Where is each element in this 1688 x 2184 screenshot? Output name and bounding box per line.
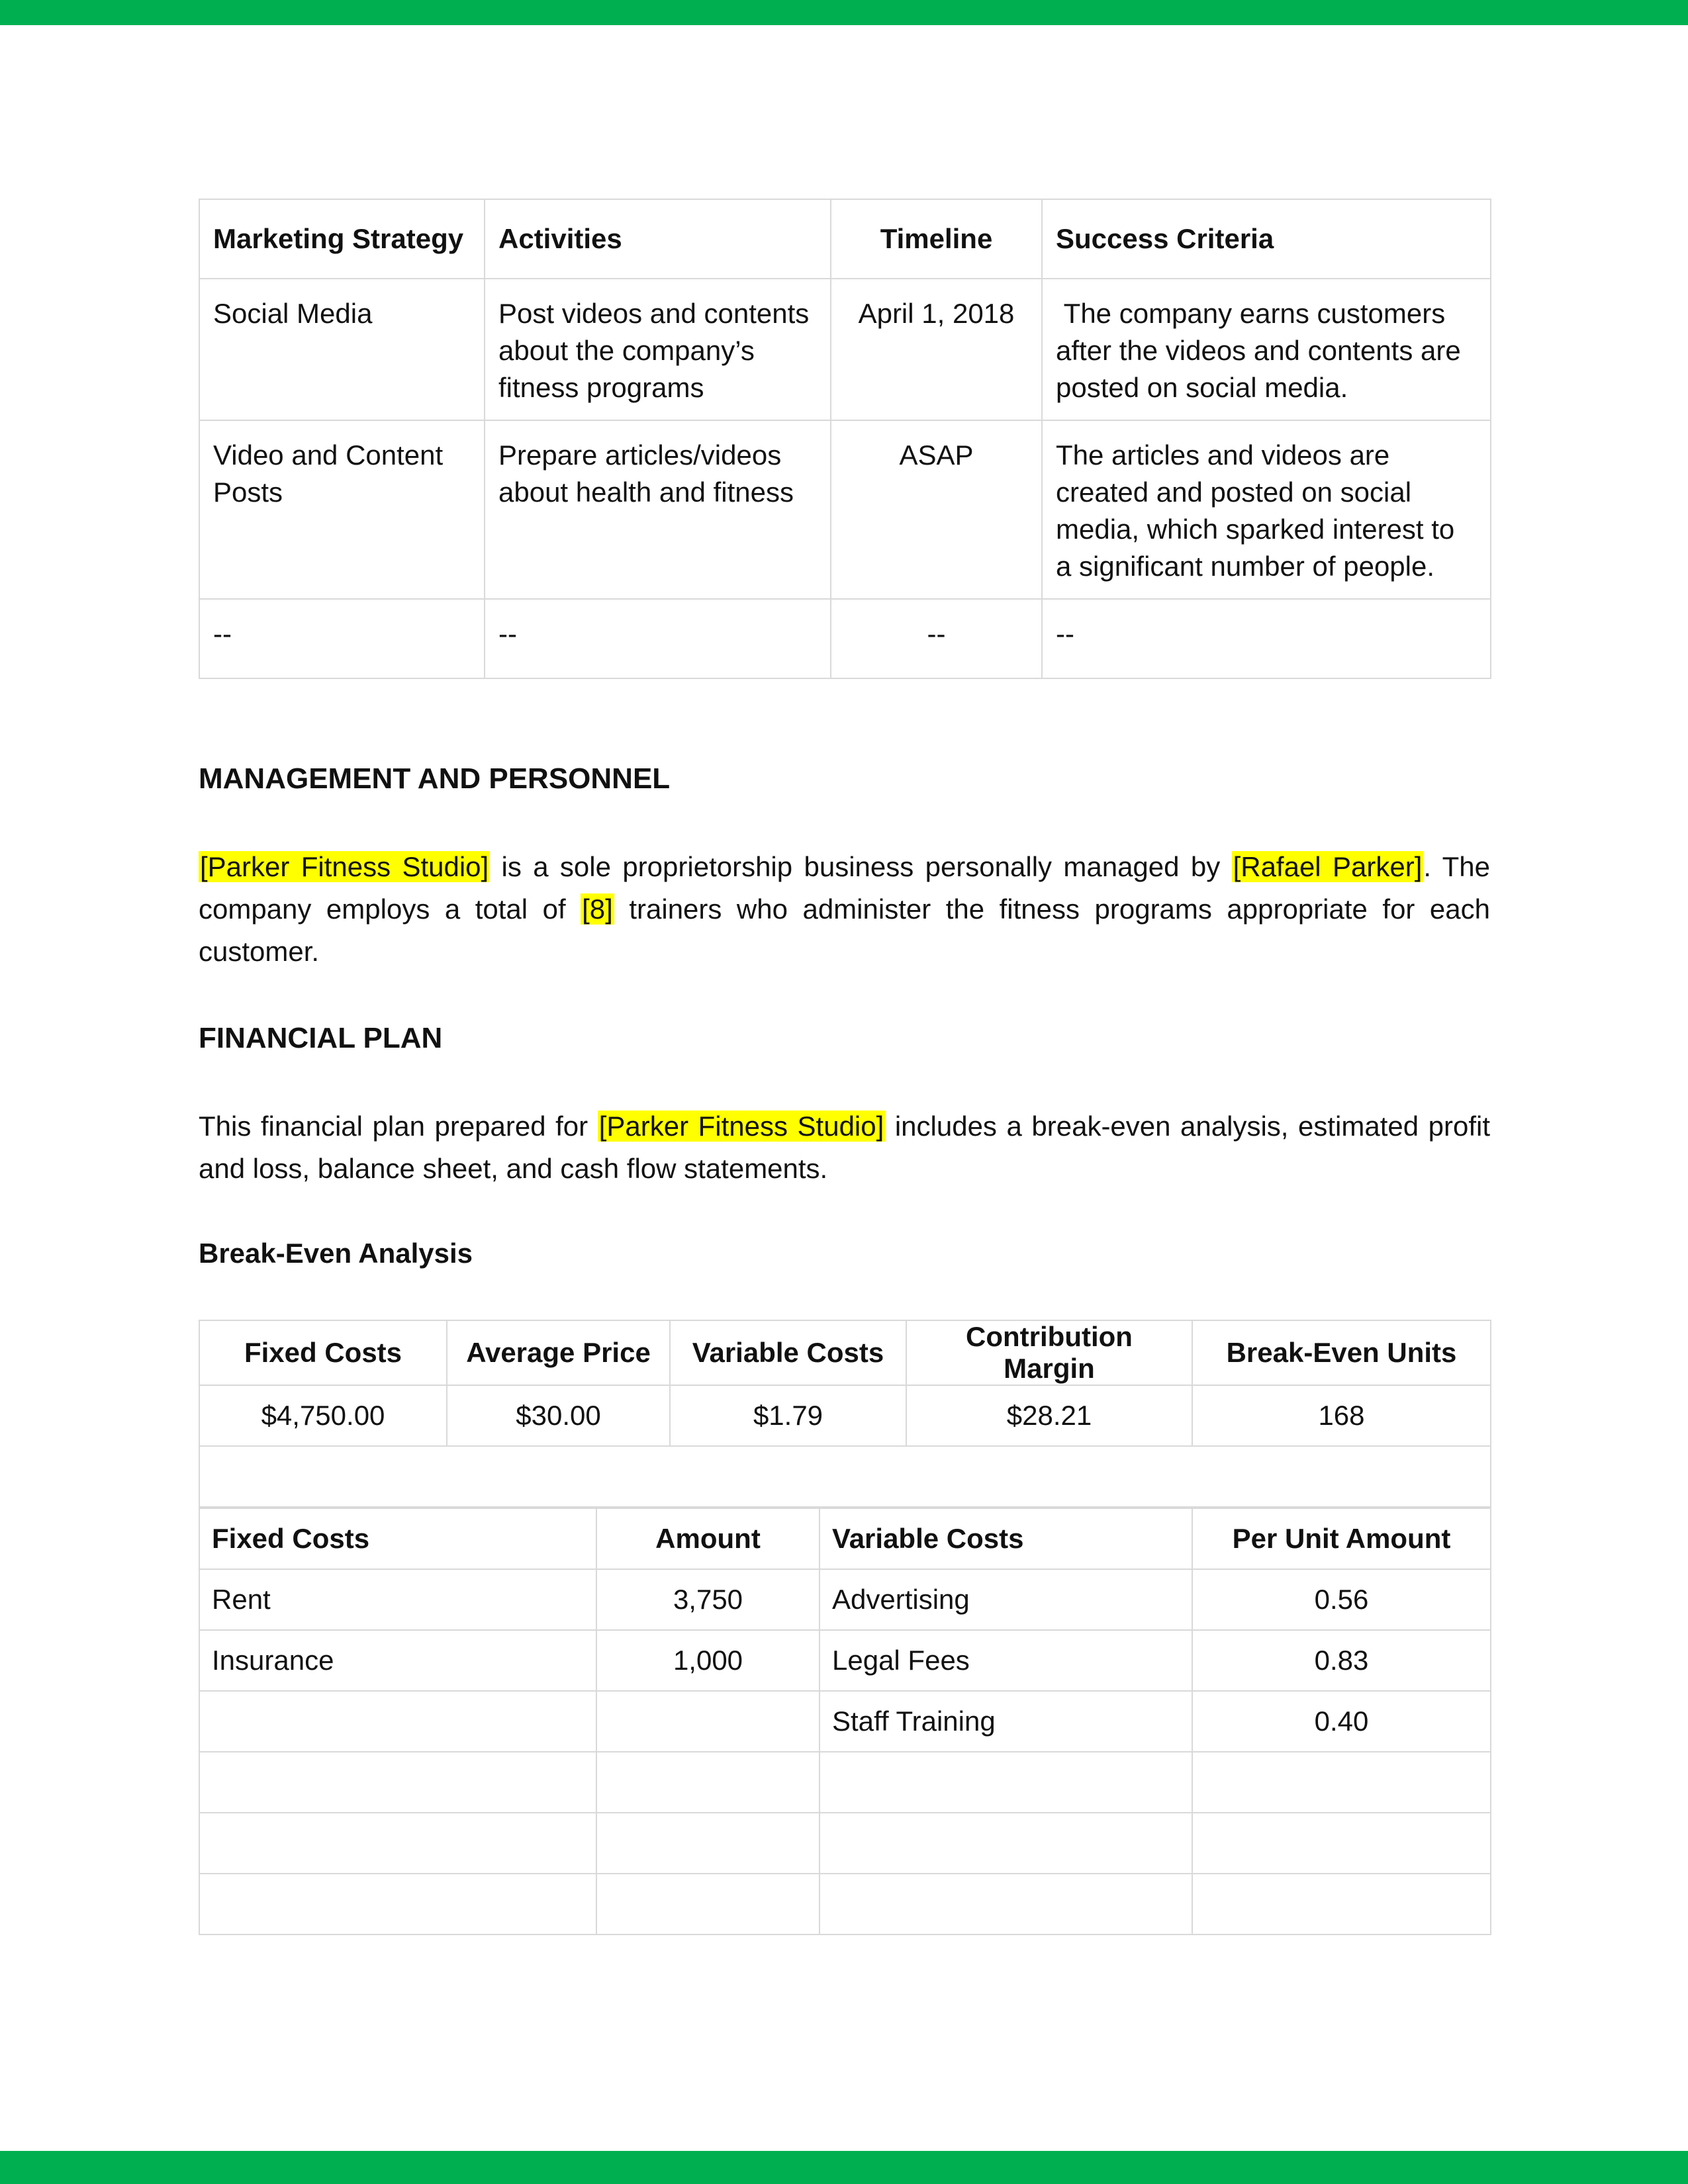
table-row — [199, 1446, 1491, 1507]
table-cell: Advertising — [820, 1569, 1192, 1630]
header-fixed-costs: Fixed Costs — [199, 1508, 596, 1569]
table-cell — [199, 1874, 596, 1934]
table-cell — [596, 1752, 820, 1813]
table-cell: -- — [831, 599, 1042, 678]
header-marketing-strategy: Marketing Strategy — [199, 199, 485, 279]
value-fixed-costs: $4,750.00 — [199, 1385, 447, 1446]
table-cell: Legal Fees — [820, 1630, 1192, 1691]
header-timeline: Timeline — [831, 199, 1042, 279]
table-row — [199, 279, 1491, 420]
table-cell — [596, 1874, 820, 1934]
paragraph-text: . The company employs a total of — [199, 851, 1490, 925]
header-average-price: Average Price — [447, 1320, 670, 1385]
table-row — [199, 1630, 1491, 1691]
header-amount: Amount — [596, 1508, 820, 1569]
header-fixed-costs: Fixed Costs — [199, 1320, 447, 1385]
table-cell: -- — [485, 599, 831, 678]
break-even-table — [199, 1320, 1491, 1508]
value-variable-costs: $1.79 — [670, 1385, 906, 1446]
table-row — [199, 1813, 1491, 1874]
table-cell — [199, 1752, 596, 1813]
table-cell: The articles and videos are created and posted on social media, which sparked interest to a significant number of people. — [1042, 420, 1491, 599]
table-cell — [820, 1752, 1192, 1813]
paragraph-text: is a sole proprietorship business personally managed by — [490, 851, 1232, 882]
table-row — [199, 1691, 1491, 1752]
table-cell: The company earns customers after the videos and contents are posted on social media. — [1042, 279, 1491, 420]
table-cell — [1192, 1874, 1491, 1934]
table-row — [199, 1569, 1491, 1630]
table-header-row — [199, 199, 1491, 279]
break-even-heading: Break-Even Analysis — [199, 1238, 473, 1269]
header-contribution-margin: Contribution Margin — [906, 1320, 1192, 1385]
table-cell — [820, 1874, 1192, 1934]
table-cell: Video and Content Posts — [199, 420, 485, 599]
table-cell: Rent — [199, 1569, 596, 1630]
paragraph-text: includes a break-even analysis, estimated profit and loss, balance sheet, and cash flow statements. — [199, 1111, 1490, 1184]
table-cell — [199, 1691, 596, 1752]
table-row — [199, 1874, 1491, 1934]
financial-paragraph — [199, 1105, 1490, 1190]
table-cell: 3,750 — [596, 1569, 820, 1630]
header-activities: Activities — [485, 199, 831, 279]
table-cell — [596, 1813, 820, 1874]
table-cell: Prepare articles/videos about health and fitness — [485, 420, 831, 599]
table-cell: Social Media — [199, 279, 485, 420]
top-accent-band — [0, 0, 1688, 25]
table-cell: -- — [1042, 599, 1491, 678]
bottom-accent-band — [0, 2151, 1688, 2184]
table-cell: Staff Training — [820, 1691, 1192, 1752]
header-break-even-units: Break-Even Units — [1192, 1320, 1491, 1385]
table-cell — [199, 1813, 596, 1874]
costs-breakdown-table — [199, 1508, 1491, 1935]
value-average-price: $30.00 — [447, 1385, 670, 1446]
table-cell: -- — [199, 599, 485, 678]
table-row — [199, 599, 1491, 678]
highlight-trainer-count: [8] — [582, 893, 613, 925]
table-cell: 1,000 — [596, 1630, 820, 1691]
table-cell — [596, 1691, 820, 1752]
table-row — [199, 1385, 1491, 1446]
table-row — [199, 1752, 1491, 1813]
header-per-unit-amount: Per Unit Amount — [1192, 1508, 1491, 1569]
header-success-criteria: Success Criteria — [1042, 199, 1491, 279]
header-variable-costs: Variable Costs — [820, 1508, 1192, 1569]
marketing-strategy-table — [199, 199, 1491, 679]
spacer-cell — [199, 1446, 1491, 1507]
table-cell: 0.56 — [1192, 1569, 1491, 1630]
value-break-even-units: 168 — [1192, 1385, 1491, 1446]
financial-plan-heading: FINANCIAL PLAN — [199, 1022, 443, 1054]
table-cell: Insurance — [199, 1630, 596, 1691]
table-cell: 0.40 — [1192, 1691, 1491, 1752]
table-header-row — [199, 1508, 1491, 1569]
paragraph-text: trainers who administer the fitness programs appropriate for each customer. — [199, 893, 1490, 967]
table-cell — [1192, 1813, 1491, 1874]
management-heading: MANAGEMENT AND PERSONNEL — [199, 762, 671, 795]
header-variable-costs: Variable Costs — [670, 1320, 906, 1385]
highlight-owner-name: [Rafael Parker] — [1233, 851, 1423, 882]
table-row — [199, 420, 1491, 599]
highlight-business-name: [Parker Fitness Studio] — [200, 851, 489, 882]
table-cell — [1192, 1752, 1491, 1813]
value-contribution-margin: $28.21 — [906, 1385, 1192, 1446]
table-cell: Post videos and contents about the company’s fitness programs — [485, 279, 831, 420]
paragraph-text: This financial plan prepared for — [199, 1111, 598, 1142]
management-paragraph — [199, 846, 1490, 973]
table-header-row — [199, 1320, 1491, 1385]
highlight-business-name: [Parker Fitness Studio] — [598, 1111, 884, 1142]
table-cell: ASAP — [831, 420, 1042, 599]
table-cell: April 1, 2018 — [831, 279, 1042, 420]
table-cell — [820, 1813, 1192, 1874]
table-cell: 0.83 — [1192, 1630, 1491, 1691]
